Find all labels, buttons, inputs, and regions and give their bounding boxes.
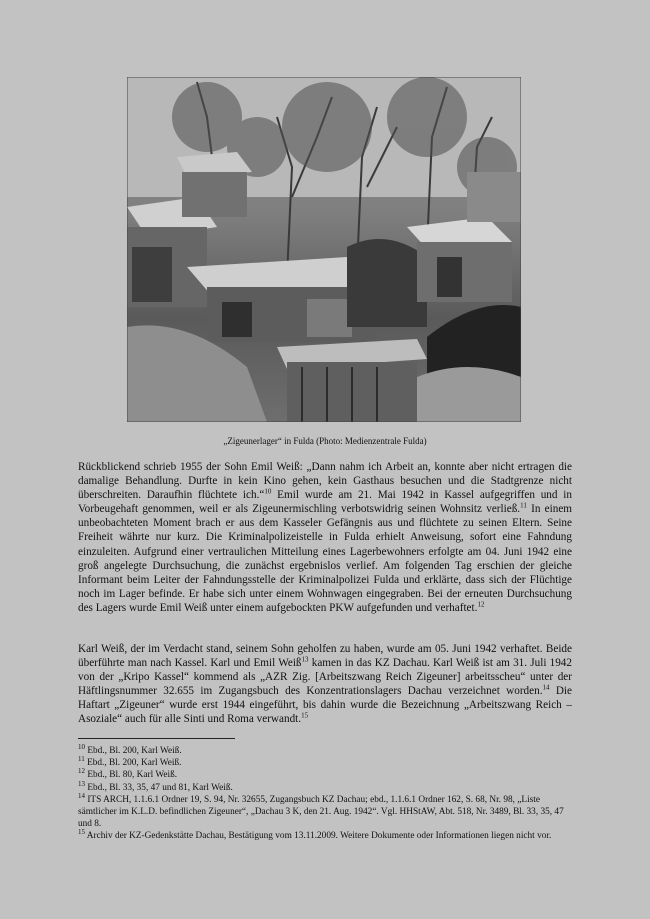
footnote-number: 10 — [78, 742, 85, 751]
footnote-text: Ebd., Bl. 80, Karl Weiß. — [85, 770, 178, 781]
footnote-text: ITS ARCH, 1.1.6.1 Ordner 19, S. 94, Nr. 32655, Zugangsbuch KZ Dachau; ebd., 1.1.6.1 Ordner 162, S. 68, Nr. 98, „Liste sämtlicher im K.L.D. befindlichen Zigeuner“, „Dachau 3 K, den 21. Aug. 1942“. Vgl. HHStAW, Abt. 518, Nr. 3489, Bl. 33, 35, 47 und 8. — [78, 794, 564, 830]
footnote-divider — [78, 738, 235, 739]
footnote-text: Ebd., Bl. 200, Karl Weiß. — [85, 746, 182, 756]
footnote-text: Ebd., Bl. 33, 35, 47 und 81, Karl Weiß. — [85, 782, 233, 793]
footnote-item — [78, 757, 572, 769]
p1-text-b: Emil wurde am 21. Mai 1942 in Kassel aufgegriffen und in Vorbeugehaft genommen, weil er als Zigeunermischling verbotswidrig seinen Wohnsitz verließ. — [78, 489, 572, 516]
camp-photo-drawing — [127, 77, 521, 422]
footnote-item — [78, 779, 572, 794]
paragraph-2 — [78, 642, 572, 727]
footnote-item — [78, 769, 572, 781]
footnote-item — [78, 791, 572, 831]
footnote-text: Archiv der KZ-Gedenkstätte Dachau, Bestätigung vom 13.11.2009. Weitere Dokumente oder Informationen liegen nicht vor. — [85, 831, 552, 842]
p2-text-c: Die Haftart „Zigeuner“ wurde erst 1944 eingeführt, bis dahin wurde die Bezeichnung „Arbeitszwang Reich – Asoziale“ auch für alle Sinti und Roma verwandt. — [78, 685, 573, 726]
camp-photo — [127, 77, 521, 422]
footnote-list — [78, 742, 572, 843]
footnote-ref-14[interactable]: 14 — [542, 683, 550, 692]
p2-text-b: kamen in das KZ Dachau. Karl Weiß ist am 31. Juli 1942 von der „Kripo Kassel“ kommend als „AZR Zig. [Arbeitszwang Reich Zigeuner] arbeitsscheu“ unter der Häftlingsnummer 32.655 im Zugangsbuch des Konzentrationslagers Dachau verzeichnet worden. — [78, 657, 572, 698]
footnote-item — [78, 742, 572, 757]
footnote-number: 11 — [78, 755, 85, 764]
footnote-ref-12[interactable]: 12 — [477, 600, 485, 609]
footnote-text: Ebd., Bl. 200, Karl Weiß. — [84, 758, 182, 769]
p1-text-c: In einem unbeobachteten Moment brach er aus dem Kasseler Gefängnis aus und flüchtete zu seinen Eltern. Seine Freiheit währte nur kurz. Die Kriminalpolizeistelle in Fulda erhielt Anweisung, sofort eine Fahndung einzuleiten. Aufgrund einer vertraulichen Mitteilung eines Lagerbewohners erfolgte am 04. Juni 1942 eine groß angelegte Durchsuchung, die zunächst ergebnislos verlief. Am folgenden Tag erschien der gleiche Informant beim Leiter der Fahndungsstelle der Kriminalpolizei Fulda und erklärte, dass sich der Flüchtige noch im Lager befinde. Er habe sich unter einem Wohnwagen eingegraben. Bei der erneuten Durchsuchung des Lagers wurde Emil Weiß unter einem aufgebockten PKW aufgefunden und verhaftet. — [78, 503, 573, 614]
p2-text-a: Karl Weiß, der im Verdacht stand, seinem Sohn geholfen zu haben, wurde am 05. Juni 1942 verhaftet. Beide überführte man nach Kassel. Karl und Emil Weiß — [78, 643, 572, 670]
p1-text-a: Rückblickend schrieb 1955 der Sohn Emil Weiß: „Dann nahm ich Arbeit an, konnte aber nicht ertragen die damalige Behandlung. Durfte in kein Kino gehen, kein Gasthaus besuchen und die Stadtgrenze nicht überschreiten. Daraufhin flüchtete ich.“ — [78, 461, 572, 502]
footnote-ref-13[interactable]: 13 — [301, 655, 309, 664]
footnote-ref-15[interactable]: 15 — [301, 711, 309, 720]
footnote-number: 13 — [78, 779, 85, 788]
footnote-item — [78, 830, 572, 842]
paragraph-1 — [78, 460, 572, 615]
photo-caption: „Zigeunerlager“ in Fulda (Photo: Medienzentrale Fulda) — [223, 436, 427, 446]
footnote-ref-11[interactable]: 11 — [520, 501, 527, 510]
footnote-number: 14 — [78, 791, 85, 800]
footnote-ref-10[interactable]: 10 — [264, 487, 272, 496]
footnote-number: 15 — [78, 828, 85, 837]
footnote-number: 12 — [78, 767, 85, 776]
